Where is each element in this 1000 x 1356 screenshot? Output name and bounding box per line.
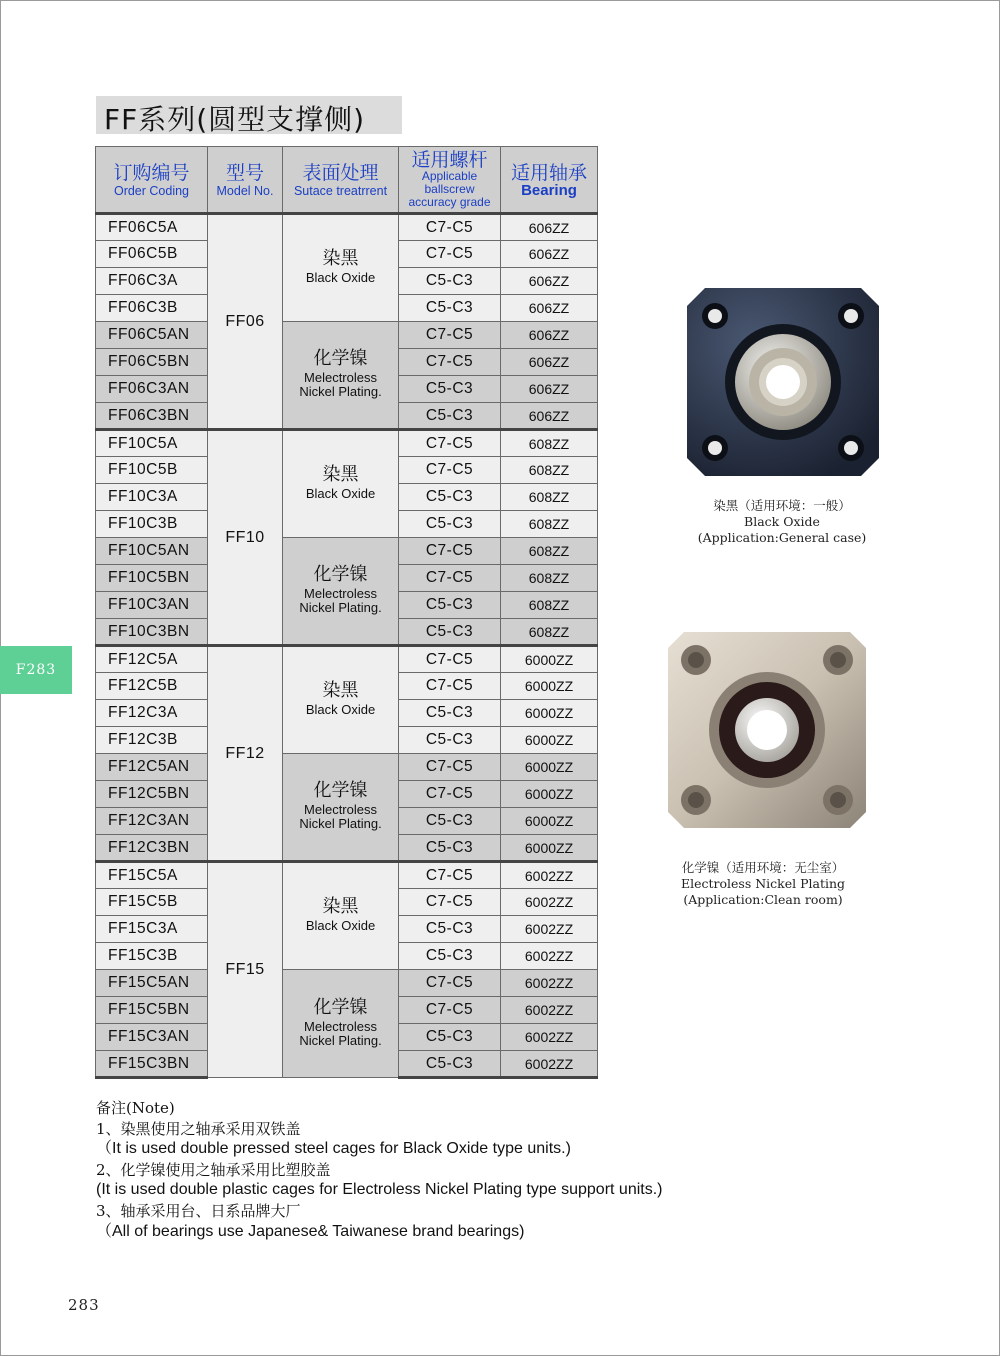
bearing-cell: 606ZZ <box>501 268 598 295</box>
surface-cn-label: 化学镍 <box>313 348 368 369</box>
bearing-cell: 6002ZZ <box>501 889 598 916</box>
model-cell: FF10 <box>208 430 283 646</box>
order-code-cell: FF06C3A <box>96 268 208 295</box>
accuracy-grade-cell: C7-C5 <box>399 241 501 268</box>
accuracy-grade-cell: C5-C3 <box>399 1051 501 1078</box>
header-model-no: 型号 Model No. <box>208 147 283 214</box>
table-row <box>96 754 598 781</box>
table-row <box>96 430 598 457</box>
accuracy-grade-cell: C7-C5 <box>399 754 501 781</box>
bearing-cell: 6000ZZ <box>501 808 598 835</box>
header-order-coding: 订购编号 Order Coding <box>96 147 208 214</box>
bearing-cell: 608ZZ <box>501 619 598 646</box>
accuracy-grade-cell: C5-C3 <box>399 943 501 970</box>
bearing-cell: 6002ZZ <box>501 862 598 889</box>
bearing-cell: 6002ZZ <box>501 1024 598 1051</box>
bearing-cell: 6002ZZ <box>501 1051 598 1078</box>
surface-cn-label: 化学镍 <box>313 564 368 585</box>
bearing-cell: 606ZZ <box>501 295 598 322</box>
header-surface-treatment: 表面处理 Sutace treatrrent <box>283 147 399 214</box>
order-code-cell: FF10C3A <box>96 484 208 511</box>
accuracy-grade-cell: C7-C5 <box>399 214 501 241</box>
order-code-cell: FF10C5AN <box>96 538 208 565</box>
order-code-cell: FF06C3B <box>96 295 208 322</box>
accuracy-grade-cell: C5-C3 <box>399 808 501 835</box>
order-code-cell: FF10C3BN <box>96 619 208 646</box>
order-code-cell: FF15C5AN <box>96 970 208 997</box>
table-header-row <box>96 147 598 214</box>
accuracy-grade-cell: C7-C5 <box>399 565 501 592</box>
surface-black-oxide-cell <box>283 646 399 754</box>
notes <box>96 1098 663 1242</box>
bearing-cell: 606ZZ <box>501 241 598 268</box>
surface-en-label: Melectroless <box>304 370 377 385</box>
bearing-cell: 6000ZZ <box>501 646 598 673</box>
black-oxide-unit-image <box>683 282 883 482</box>
nickel-plating-unit-image <box>666 628 868 832</box>
note-2-en: (It is used double plastic cages for Electroless Nickel Plating type support units.) <box>96 1181 663 1199</box>
bearing-cell: 6002ZZ <box>501 997 598 1024</box>
side-tab: F283 <box>0 646 72 694</box>
accuracy-grade-cell: C7-C5 <box>399 997 501 1024</box>
accuracy-grade-cell: C7-C5 <box>399 970 501 997</box>
table-row <box>96 322 598 349</box>
bearing-cell: 6000ZZ <box>501 700 598 727</box>
surface-en-label: Nickel Plating. <box>299 384 382 399</box>
surface-en-label: Nickel Plating. <box>299 600 382 615</box>
order-code-cell: FF10C5B <box>96 457 208 484</box>
order-code-cell: FF12C3AN <box>96 808 208 835</box>
accuracy-grade-cell: C7-C5 <box>399 349 501 376</box>
bearing-cell: 6002ZZ <box>501 943 598 970</box>
order-code-cell: FF12C5AN <box>96 754 208 781</box>
note-1-en: （It is used double pressed steel cages for Black Oxide type units.) <box>96 1140 571 1158</box>
bearing-cell: 6002ZZ <box>501 970 598 997</box>
surface-en-label: Black Oxide <box>305 918 376 933</box>
order-code-cell: FF12C5B <box>96 673 208 700</box>
bearing-cell: 6000ZZ <box>501 835 598 862</box>
accuracy-grade-cell: C5-C3 <box>399 700 501 727</box>
surface-cn-label: 化学镍 <box>313 996 368 1018</box>
accuracy-grade-cell: C5-C3 <box>399 1024 501 1051</box>
surface-cn-label: 染黑 <box>322 248 359 269</box>
note-3-en: （All of bearings use Japanese& Taiwanese brand bearings) <box>96 1222 525 1240</box>
bearing-cell: 608ZZ <box>501 538 598 565</box>
surface-nickel-plating-cell <box>283 970 399 1078</box>
accuracy-grade-cell: C5-C3 <box>399 376 501 403</box>
accuracy-grade-cell: C7-C5 <box>399 889 501 916</box>
order-code-cell: FF06C5B <box>96 241 208 268</box>
table-row <box>96 862 598 889</box>
accuracy-grade-cell: C7-C5 <box>399 430 501 457</box>
accuracy-grade-cell: C5-C3 <box>399 484 501 511</box>
surface-en-label: Melectroless <box>304 802 377 817</box>
order-code-cell: FF12C5A <box>96 646 208 673</box>
order-code-cell: FF12C3A <box>96 700 208 727</box>
accuracy-grade-cell: C7-C5 <box>399 781 501 808</box>
order-code-cell: FF15C3A <box>96 916 208 943</box>
bearing-cell: 6000ZZ <box>501 673 598 700</box>
surface-nickel-plating-cell <box>283 322 399 430</box>
order-code-cell: FF12C3B <box>96 727 208 754</box>
bearing-cell: 608ZZ <box>501 430 598 457</box>
order-code-cell: FF10C5BN <box>96 565 208 592</box>
order-code-cell: FF06C5A <box>96 214 208 241</box>
surface-nickel-plating-cell <box>283 538 399 646</box>
surface-en-label: Melectroless <box>304 1018 377 1034</box>
spec-table <box>95 146 598 1079</box>
order-code-cell: FF06C3BN <box>96 403 208 430</box>
accuracy-grade-cell: C7-C5 <box>399 538 501 565</box>
notes-heading: 备注(Note) <box>96 1099 175 1117</box>
bearing-cell: 6000ZZ <box>501 727 598 754</box>
accuracy-grade-cell: C5-C3 <box>399 295 501 322</box>
accuracy-grade-cell: C7-C5 <box>399 646 501 673</box>
accuracy-grade-cell: C5-C3 <box>399 619 501 646</box>
accuracy-grade-cell: C7-C5 <box>399 673 501 700</box>
bearing-cell: 6000ZZ <box>501 754 598 781</box>
bearing-cell: 608ZZ <box>501 484 598 511</box>
accuracy-grade-cell: C5-C3 <box>399 592 501 619</box>
accuracy-grade-cell: C5-C3 <box>399 835 501 862</box>
black-oxide-caption: 染黑（适用环境：一般） Black Oxide (Application:General case) <box>697 498 867 545</box>
order-code-cell: FF15C5B <box>96 889 208 916</box>
order-code-cell: FF10C3AN <box>96 592 208 619</box>
note-1-cn: 1、染黑使用之轴承采用双铁盖 <box>96 1119 301 1138</box>
surface-nickel-plating-cell <box>283 754 399 862</box>
accuracy-grade-cell: C7-C5 <box>399 862 501 889</box>
order-code-cell: FF12C5BN <box>96 781 208 808</box>
table-row <box>96 970 598 997</box>
bearing-cell: 6000ZZ <box>501 781 598 808</box>
accuracy-grade-cell: C7-C5 <box>399 457 501 484</box>
table-row <box>96 646 598 673</box>
note-3-cn: 3、轴承采用台、日系品牌大厂 <box>96 1201 301 1220</box>
header-bearing: 适用轴承 Bearing <box>501 147 598 214</box>
accuracy-grade-cell: C5-C3 <box>399 511 501 538</box>
bearing-cell: 606ZZ <box>501 349 598 376</box>
surface-cn-label: 染黑 <box>322 896 359 917</box>
surface-black-oxide-cell <box>283 214 399 322</box>
bearing-cell: 606ZZ <box>501 214 598 241</box>
page-number: 283 <box>68 1296 100 1314</box>
table-row <box>96 538 598 565</box>
bearing-cell: 606ZZ <box>501 403 598 430</box>
page-title: FF系列(圆型支撑侧) <box>104 103 366 136</box>
order-code-cell: FF10C3B <box>96 511 208 538</box>
bearing-cell: 608ZZ <box>501 565 598 592</box>
surface-cn-label: 化学镍 <box>313 780 368 801</box>
surface-en-label: Nickel Plating. <box>299 1032 382 1048</box>
order-code-cell: FF15C3BN <box>96 1051 208 1078</box>
bearing-cell: 608ZZ <box>501 511 598 538</box>
surface-black-oxide-cell <box>283 430 399 538</box>
surface-cn-label: 染黑 <box>322 680 359 701</box>
order-code-cell: FF15C3B <box>96 943 208 970</box>
surface-en-label: Melectroless <box>304 586 377 601</box>
model-cell: FF06 <box>208 214 283 430</box>
table-row <box>96 214 598 241</box>
header-accuracy-grade: 适用螺杆 Applicable ballscrew accuracy grade <box>399 147 501 214</box>
surface-black-oxide-cell <box>283 862 399 970</box>
order-code-cell: FF15C5A <box>96 862 208 889</box>
accuracy-grade-cell: C5-C3 <box>399 403 501 430</box>
bearing-cell: 608ZZ <box>501 592 598 619</box>
model-cell: FF12 <box>208 646 283 862</box>
order-code-cell: FF10C5A <box>96 430 208 457</box>
note-2-cn: 2、化学镍使用之轴承采用比塑胶盖 <box>96 1160 331 1179</box>
surface-en-label: Nickel Plating. <box>299 816 382 831</box>
model-cell: FF15 <box>208 862 283 1078</box>
accuracy-grade-cell: C5-C3 <box>399 727 501 754</box>
surface-en-label: Black Oxide <box>305 270 376 285</box>
order-code-cell: FF06C5BN <box>96 349 208 376</box>
surface-en-label: Black Oxide <box>305 702 376 717</box>
order-code-cell: FF12C3BN <box>96 835 208 862</box>
surface-cn-label: 染黑 <box>322 464 359 485</box>
bearing-cell: 606ZZ <box>501 376 598 403</box>
order-code-cell: FF15C3AN <box>96 1024 208 1051</box>
order-code-cell: FF06C3AN <box>96 376 208 403</box>
nickel-plating-caption: 化学镍（适用环境：无尘室） Electroless Nickel Plating (Application:Clean room) <box>680 860 846 907</box>
bearing-cell: 6002ZZ <box>501 916 598 943</box>
order-code-cell: FF06C5AN <box>96 322 208 349</box>
bearing-cell: 608ZZ <box>501 457 598 484</box>
bearing-cell: 606ZZ <box>501 322 598 349</box>
accuracy-grade-cell: C7-C5 <box>399 322 501 349</box>
surface-en-label: Black Oxide <box>305 486 376 501</box>
accuracy-grade-cell: C5-C3 <box>399 268 501 295</box>
accuracy-grade-cell: C5-C3 <box>399 916 501 943</box>
order-code-cell: FF15C5BN <box>96 997 208 1024</box>
